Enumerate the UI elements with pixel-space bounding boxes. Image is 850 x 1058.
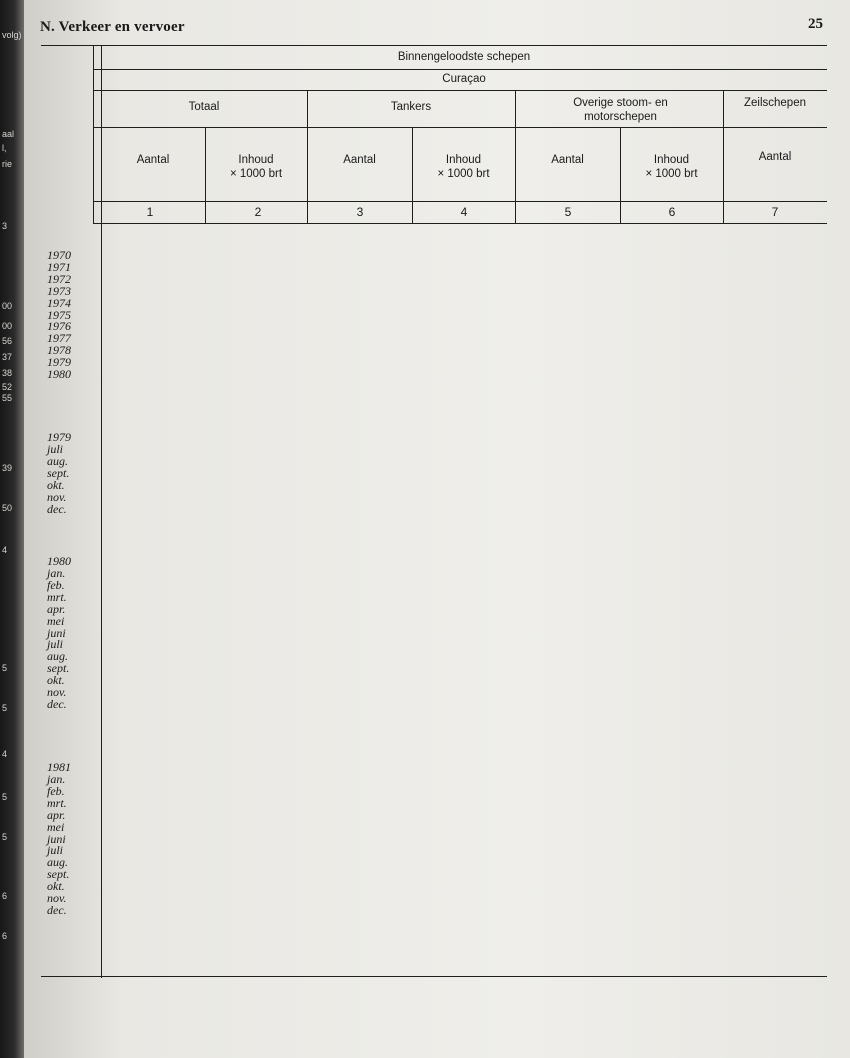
row-label: mrt.	[47, 589, 67, 604]
edge-fragment: 37	[2, 352, 13, 362]
row-label: 1977	[47, 331, 71, 346]
row-label: nov.	[47, 489, 67, 504]
header-inhoud-4	[412, 153, 515, 181]
edge-fragment: 5	[2, 703, 8, 713]
inhoud-unit: × 1000 brt	[645, 168, 698, 180]
row-label: 1974	[47, 295, 71, 310]
inhoud-unit: × 1000 brt	[229, 168, 283, 180]
header-overige: Overige stoom- en motorschepen	[573, 97, 668, 123]
rule-top	[41, 45, 827, 46]
row-label: mei	[47, 819, 65, 834]
row-label: sept.	[47, 867, 70, 882]
edge-fragment: 5	[2, 663, 8, 673]
edge-fragment: 39	[2, 463, 13, 473]
header-binnengeloodste-schepen: Binnengeloodste schepen	[397, 51, 531, 63]
row-label: 1970	[47, 248, 71, 262]
inhoud-label: Inhoud	[445, 154, 482, 166]
row-label: feb.	[47, 577, 65, 592]
block-year-label: 1981	[47, 760, 71, 775]
page-number: 25	[808, 16, 823, 32]
header-tankers: Tankers	[390, 101, 432, 113]
adjacent-page-edge	[0, 0, 24, 1058]
header-aantal-1: Aantal	[136, 154, 170, 166]
row-label: juni	[47, 831, 66, 846]
header-aantal-7: Aantal	[758, 151, 792, 163]
column-number-3: 3	[356, 205, 364, 219]
inhoud-label: Inhoud	[238, 154, 274, 166]
header-aantal-3: Aantal	[343, 154, 376, 166]
row-label: aug.	[47, 453, 68, 468]
column-number-1: 1	[146, 205, 154, 219]
section-title: N. Verkeer en vervoer	[40, 19, 185, 35]
row-label: dec.	[47, 501, 67, 516]
edge-fragment: 4	[2, 749, 8, 759]
row-label: 1973	[47, 283, 71, 298]
book-binding	[0, 0, 24, 1058]
row-label: 1976	[47, 319, 71, 334]
row-label: feb.	[47, 783, 65, 798]
edge-fragment: 50	[2, 503, 13, 513]
row-label: juli	[47, 442, 64, 456]
column-number-7: 7	[771, 205, 779, 219]
column-number-5: 5	[564, 205, 572, 219]
edge-fragment: rie	[2, 159, 13, 169]
row-label: jan.	[47, 772, 66, 786]
edge-fragment: 3	[2, 221, 8, 231]
row-label: 1972	[47, 271, 71, 286]
edge-fragment: aal	[2, 129, 15, 139]
edge-fragment: 5	[2, 792, 8, 802]
row-label: 1975	[47, 307, 71, 322]
row-label: juli	[47, 637, 64, 652]
row-label: mrt.	[47, 795, 67, 810]
header-inhoud-6	[620, 153, 723, 181]
rule-bottom	[41, 976, 827, 977]
header-totaal: Totaal	[188, 101, 220, 113]
column-number-4: 4	[460, 205, 468, 219]
edge-fragment: 6	[2, 931, 8, 941]
row-label: 1980	[47, 367, 71, 381]
rule-h2	[93, 90, 827, 91]
inhoud-unit: × 1000 brt	[437, 168, 490, 180]
column-number-6: 6	[668, 205, 676, 219]
edge-fragment: 4	[2, 545, 8, 555]
row-label: okt.	[47, 673, 65, 688]
row-label: nov.	[47, 685, 67, 699]
edge-fragment: 55	[2, 393, 13, 403]
row-label: juni	[47, 625, 66, 640]
row-label: 1978	[47, 343, 71, 358]
row-label: okt.	[47, 477, 65, 492]
header-zeilschepen: Zeilschepen	[743, 97, 806, 109]
rule-h1	[93, 69, 827, 70]
edge-fragment: volg)	[2, 30, 22, 40]
row-label: aug.	[47, 649, 68, 664]
row-label: dec.	[47, 696, 67, 711]
edge-fragment: 56	[2, 336, 13, 346]
row-label: apr.	[47, 601, 66, 616]
block-year-label: 1979	[47, 430, 71, 445]
rule-stub	[93, 46, 94, 224]
inhoud-label: Inhoud	[653, 154, 690, 166]
edge-fragment: 00	[2, 301, 13, 311]
row-label: 1971	[47, 259, 71, 274]
column-number-2: 2	[254, 205, 262, 219]
row-label: aug.	[47, 855, 68, 870]
rule-h4	[93, 201, 827, 202]
edge-fragment: l,	[2, 143, 7, 153]
row-label: okt.	[47, 879, 65, 894]
row-label: apr.	[47, 807, 66, 822]
rule-h5	[93, 223, 827, 224]
header-aantal-5: Aantal	[551, 154, 584, 166]
row-label: jan.	[47, 566, 66, 580]
header-curacao: Curaçao	[442, 73, 486, 85]
row-label: sept.	[47, 465, 70, 480]
row-label: sept.	[47, 661, 70, 676]
rule-h3	[93, 127, 827, 128]
row-label: 1979	[47, 355, 71, 370]
row-label: mei	[47, 613, 65, 628]
row-label: nov.	[47, 891, 67, 905]
header-inhoud-2	[205, 153, 307, 181]
edge-fragment: 00	[2, 321, 13, 331]
row-label: juli	[47, 843, 64, 858]
row-label: dec.	[47, 902, 67, 917]
edge-fragment: 5	[2, 832, 8, 842]
edge-fragment: 38	[2, 368, 13, 378]
rule-label-col	[101, 46, 102, 978]
edge-fragment: 6	[2, 891, 8, 901]
block-year-label: 1980	[47, 554, 71, 569]
edge-fragment: 52	[2, 382, 13, 392]
